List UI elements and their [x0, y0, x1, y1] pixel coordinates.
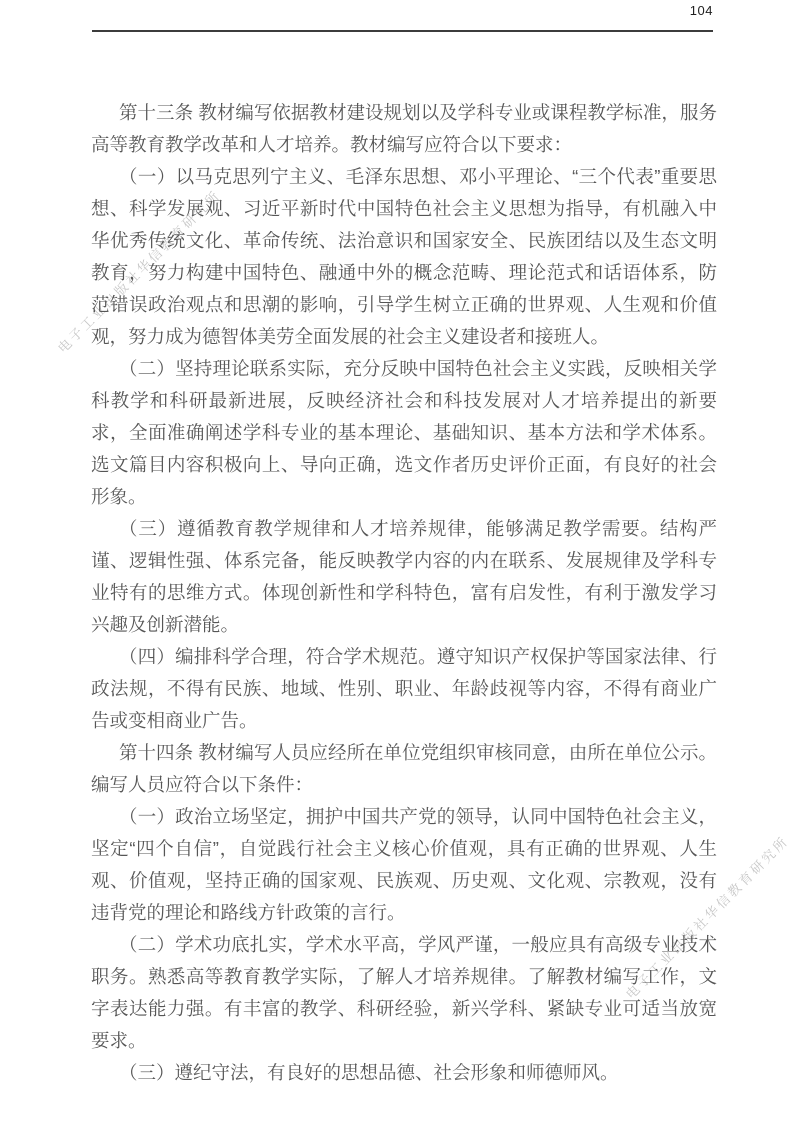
header-rule-divider — [92, 30, 713, 32]
page-number: 104 — [689, 3, 713, 18]
document-body — [91, 97, 717, 1089]
paragraph-article-14-item-2: （二）学术功底扎实，学术水平高，学风严谨，一般应具有高级专业技术职务。熟悉高等教育教学实际，了解人才培养规律。了解教材编写工作，文字表达能力强。有丰富的教学、科研经验，新兴学科、紧缺专业可适当放宽要求。 — [91, 934, 717, 1051]
paragraph-article-14-item-1: （一）政治立场坚定，拥护中国共产党的领导，认同中国特色社会主义，坚定“四个自信”，自觉践行社会主义核心价值观，具有正确的世界观、人生观、价值观，坚持正确的国家观、民族观、历史观、文化观、宗教观，没有违背党的理论和路线方针政策的言行。 — [91, 806, 717, 923]
paragraph-article-13-item-3: （三）遵循教育教学规律和人才培养规律，能够满足教学需要。结构严谨、逻辑性强、体系完备，能反映教学内容的内在联系、发展规律及学科专业特有的思维方式。体现创新性和学科特色，富有启发性，有利于激发学习兴趣及创新潜能。 — [91, 518, 717, 635]
publisher-watermark: 电子工业出版社华信教育研究所 — [54, 186, 224, 356]
paragraph-article-14-item-3: （三）遵纪守法，有良好的思想品德、社会形象和师德师风。 — [119, 1062, 619, 1083]
page-header — [0, 0, 793, 40]
paragraph-article-13-item-4: （四）编排科学合理，符合学术规范。遵守知识产权保护等国家法律、行政法规，不得有民族、地域、性别、职业、年龄歧视等内容，不得有商业广告或变相商业广告。 — [91, 646, 717, 731]
paragraph-article-13-item-1: （一）以马克思列宁主义、毛泽东思想、邓小平理论、“三个代表”重要思想、科学发展观、习近平新时代中国特色社会主义思想为指导，有机融入中华优秀传统文化、革命传统、法治意识和国家安全、民族团结以及生态文明教育，努力构建中国特色、融通中外的概念范畴、理论范式和话语体系，防范错误政治观点和思潮的影响，引导学生树立正确的世界观、人生观和价值观，努力成为德智体美劳全面发展的社会主义建设者和接班人。 — [91, 166, 717, 347]
publisher-watermark: 电子工业出版社华信教育研究所 — [622, 832, 792, 1002]
paragraph-article-13-item-2: （二）坚持理论联系实际，充分反映中国特色社会主义实践，反映相关学科教学和科研最新进展，反映经济社会和科技发展对人才培养提出的新要求，全面准确阐述学科专业的基本理论、基础知识、基本方法和学术体系。选文篇目内容积极向上、导向正确，选文作者历史评价正面，有良好的社会形象。 — [91, 358, 717, 507]
paragraph-article-14-intro: 第十四条 教材编写人员应经所在单位党组织审核同意，由所在单位公示。编写人员应符合以下条件： — [91, 742, 717, 795]
paragraph-article-13-intro: 第十三条 教材编写依据教材建设规划以及学科专业或课程教学标准，服务高等教育教学改革和人才培养。教材编写应符合以下要求： — [91, 102, 717, 155]
